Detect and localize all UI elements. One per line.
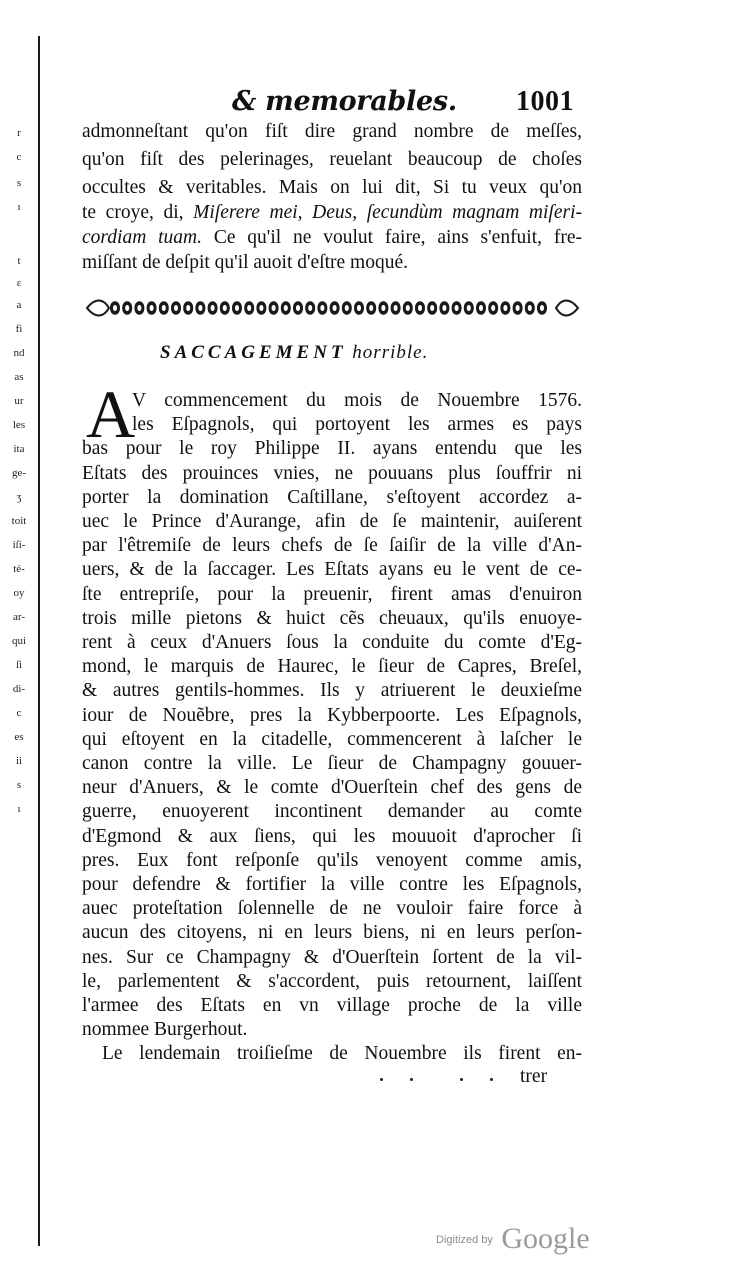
text-line: & autres gentils-hommes. Ils y atriuerent le deuxieſme [82,680,582,702]
ornament-knot [488,301,498,315]
text-line: le, parlementent & s'accordent, puis retournent, laiſſent [82,970,582,992]
text-line: admonneſtant qu'on fiſt dire grand nombre de meſſes, [82,121,582,142]
text-fragment: te croye, di, [82,202,194,223]
section-title-rest: horrible. [352,342,429,363]
ornament-knot [122,301,132,315]
text-line: pres. Eux font reſponſe qu'ils venoyent comme amis, [82,849,582,871]
ornament-knot [208,301,218,315]
text-line: les Eſpagnols, qui portoyent les armes es pays [132,414,582,436]
section-title-caps: SACCAGEMENT [160,342,347,363]
ornament-knot [366,301,376,315]
running-head: & memorables. [232,86,457,117]
margin-note: les [12,420,26,431]
text-line: d'Egmond & aux ſiens, qui les mouuoit d'aprocher ſi [82,825,582,847]
latin-phrase: Miſerere mei, Deus, ſecundùm magnam miſeri- [193,202,582,223]
text-line: qu'on fiſt des pelerinages, reuelant beaucoup de choſes [82,149,582,170]
page-number: 1001 [516,86,574,117]
text-line: Eſtats des prouinces vnies, ne pouuans plus ſouffrir ni [82,462,582,484]
text-line: trois mille pietons & huict cẽs cheuaux, qu'ils enuoye- [82,607,582,629]
text-line: pour defendre & fortifier la ville contre les Eſpagnols, [82,874,582,895]
ornament-knot [330,301,340,315]
ornament-knot [293,301,303,315]
ornament-knot [305,301,315,315]
watermark-digitized-by: Digitized by [436,1234,493,1246]
ornament-knot [354,301,364,315]
margin-note: ita [13,444,25,455]
print-speck [460,1078,463,1081]
margin-note: s [16,178,22,189]
text-line: par l'êtremiſe de leurs chefs de ſe ſaiſir de la ville d'An- [82,535,582,557]
ornament-knot [317,301,327,315]
ornament-knot [537,301,547,315]
ornament-knot [452,301,462,315]
section-title [160,342,560,364]
drop-cap: A [86,376,136,452]
ornament-knot [244,301,254,315]
margin-note: ı [17,804,21,815]
catchword: trer [520,1066,548,1087]
text-line: neur d'Anuers, & le comte d'Ouerſtein chef des gens de [82,777,582,799]
ornament-knot [513,301,523,315]
text-line: auec proteſtation ſolennelle de ne vouloir faire force à [82,898,582,920]
ornament-knot [256,301,266,315]
margin-note: di- [12,684,26,695]
margin-note: as [14,372,24,383]
ornament-knot [183,301,193,315]
google-watermark [436,1222,590,1256]
ornament-knot [403,301,413,315]
text-line: miſſant de deſpit qu'il auoit d'eſtre moqué. [82,252,408,273]
text-line: mond, le marquis de Haurec, le ſieur de Capres, Breſel, [82,656,582,678]
ornament-knot [220,301,230,315]
decorative-ornament-band [85,294,580,322]
margin-note: ar- [13,612,25,623]
ornament-knot [439,301,449,315]
margin-note: s [16,780,22,791]
ornament-knot [171,301,181,315]
ornament-knot [378,301,388,315]
margin-note: oy [13,588,25,599]
margin-note: ɛ [16,278,22,289]
text-line: uers, & de la ſaccager. Les Eſtats ayans eu le vent de ce- [82,559,582,581]
text-line: uec le Prince d'Aurange, afin de ſe maintenir, auiſerent [82,511,582,532]
text-line: canon contre la ville. Le ſieur de Champagny gouuer- [82,753,582,774]
text-line: rent à ceux d'Anuers ſous la conduite du comte d'Eg- [82,632,582,653]
margin-note: qui [11,636,27,647]
margin-note: ı [17,202,21,213]
ornament-knot [232,301,242,315]
margin-note: ii [15,756,23,767]
margin-note: t [17,256,21,267]
ornament-knot [391,301,401,315]
text-line: bas pour le roy Philippe II. ayans entendu que les [82,438,582,460]
margin-note: ur [14,396,24,407]
margin-note: nd [13,348,25,359]
margin-note: ge- [11,468,27,479]
margin-note: iſi- [12,540,26,551]
watermark-google-logo: Google [501,1222,590,1255]
latin-phrase-end: cordiam tuam. [82,227,202,248]
text-line: V commencement du mois de Nouembre 1576. [132,390,582,411]
margin-note: ſi [15,660,23,671]
margin-note: c [16,708,22,719]
ornament-knot [342,301,352,315]
ornament-knot [427,301,437,315]
text-line: ſte entrepriſe, pour la preuenir, firent amas d'enuiron [82,583,582,605]
ornament-knot [147,301,157,315]
text-line: nes. Sur ce Champagny & d'Ouerſtein ſortent de la vil- [82,946,582,968]
binding-line [38,36,40,1246]
text-line: porter la domination Caſtillane, s'eſtoyent accordez a- [82,486,582,508]
margin-note: fi [15,324,23,335]
ornament-knot [110,301,120,315]
text-line: guerre, enuoyerent incontinent demander au comte [82,801,582,823]
ornament-knot [500,301,510,315]
text-line [82,226,582,250]
ornament-knot [415,301,425,315]
margin-note: c [16,152,22,163]
text-fragment: Ce qu'il ne voulut faire, ains s'enfuit, fre- [201,227,582,248]
text-line: qui eſtoyent en la citadelle, commencerent à laſcher le [82,728,582,750]
ornament-knot [159,301,169,315]
ornament-knot [281,301,291,315]
margin-note: a [16,300,22,311]
margin-note: ʒ [16,492,22,503]
print-speck [380,1078,383,1081]
print-speck [410,1078,413,1081]
text-line: aucun des citoyens, ni en leurs biens, ni en leurs perſon- [82,922,582,944]
ornament-knot [269,301,279,315]
text-line: occultes & veritables. Mais on lui dit, Si tu veux qu'on [82,177,582,198]
ornament-knot [464,301,474,315]
text-line: nommee Burgerhout. [82,1019,248,1041]
margin-note: es [14,732,24,743]
print-speck [490,1078,493,1081]
text-line: Le lendemain troiſieſme de Nouembre ils firent en- [102,1043,582,1065]
text-line: l'armee des Eſtats en vn village proche de la ville [82,995,582,1016]
text-line-latin [82,201,582,225]
ornament-knot [134,301,144,315]
ornament-knot [525,301,535,315]
ornament-knot [195,301,205,315]
text-line: iour de Nouẽbre, pres la Kybberpoorte. Les Eſpagnols, [82,704,582,726]
margin-note: té- [13,564,25,575]
ornament-knot [476,301,486,315]
margin-note: r [17,128,21,139]
margin-note: toit [11,516,27,527]
